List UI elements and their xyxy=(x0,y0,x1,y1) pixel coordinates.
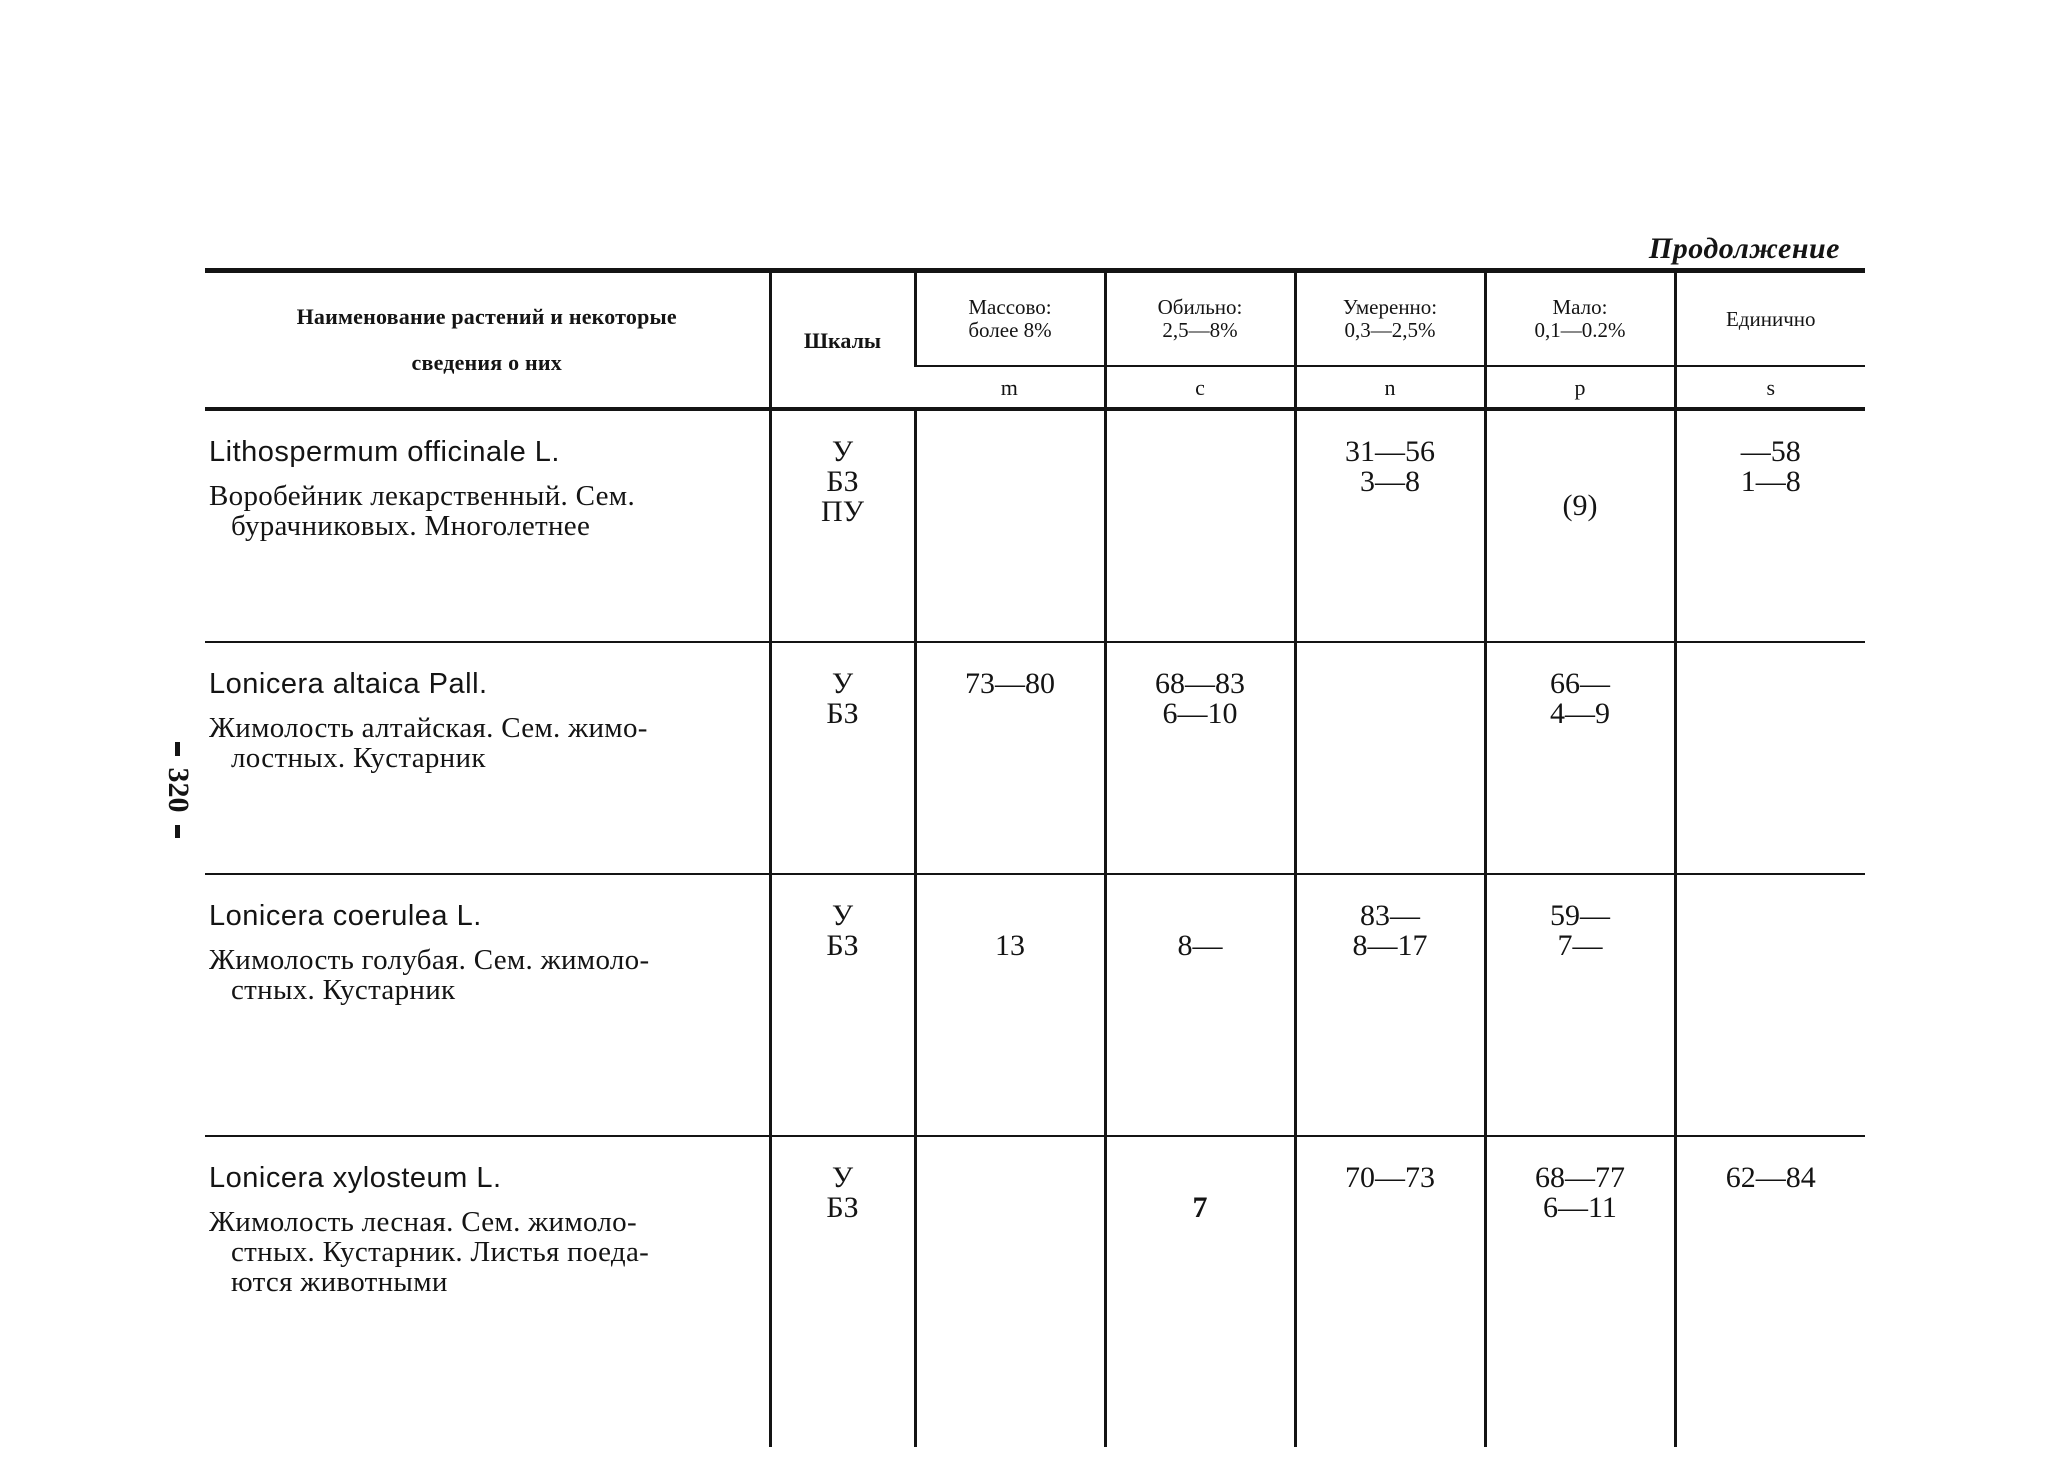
table-row xyxy=(205,874,1865,1136)
page-number-text: 320 xyxy=(162,767,195,813)
plant-description: Жимолость алтайская. Сем. жимо- лостных. Кустарник xyxy=(209,712,648,774)
code-p: p xyxy=(1485,366,1675,409)
latin-name: Lithospermum officinale L. xyxy=(209,436,560,468)
scales-cell: У БЗ xyxy=(770,642,915,874)
few-column-header: Мало: 0,1—0.2% xyxy=(1485,271,1675,367)
code-s: s xyxy=(1675,366,1865,409)
value-s xyxy=(1675,642,1865,874)
value-c: 7 xyxy=(1105,1136,1295,1447)
value-c: 68—83 6—10 xyxy=(1105,642,1295,874)
latin-name: Lonicera xylosteum L. xyxy=(209,1162,502,1194)
value-p: 59— 7— xyxy=(1485,874,1675,1136)
value-c xyxy=(1105,409,1295,642)
abundant-column-header: Обильно: 2,5—8% xyxy=(1105,271,1295,367)
value-c: 8— xyxy=(1105,874,1295,1136)
value-m: 13 xyxy=(915,874,1105,1136)
continuation-label: Продолжение xyxy=(1648,232,1840,265)
value-n: 31—56 3—8 xyxy=(1295,409,1485,642)
name-column-header: Наименование растений и некоторые сведения о них xyxy=(296,304,677,375)
scales-cell: У БЗ xyxy=(770,1136,915,1447)
moderate-column-header: Умеренно: 0,3—2,5% xyxy=(1295,271,1485,367)
value-p: 66— 4—9 xyxy=(1485,642,1675,874)
value-s: 62—84 xyxy=(1675,1136,1865,1447)
scales-column-header: Шкалы xyxy=(770,271,915,410)
value-s xyxy=(1675,874,1865,1136)
value-p: 68—77 6—11 xyxy=(1485,1136,1675,1447)
header-row xyxy=(205,271,1865,367)
code-n: n xyxy=(1295,366,1485,409)
value-p: (9) xyxy=(1485,409,1675,642)
massive-column-header: Массово: более 8% xyxy=(915,271,1105,367)
value-m xyxy=(915,1136,1105,1447)
latin-name: Lonicera altaica Pall. xyxy=(209,668,488,700)
value-m: 73—80 xyxy=(915,642,1105,874)
page-number-dash xyxy=(176,742,181,756)
page-number-dash xyxy=(176,825,181,839)
scales-cell: У БЗ xyxy=(770,874,915,1136)
table-row xyxy=(205,642,1865,874)
plant-name-cell xyxy=(205,1136,770,1447)
code-c: c xyxy=(1105,366,1295,409)
code-m: m xyxy=(915,366,1105,409)
plant-description: Жимолость лесная. Сем. жимоло- стных. Кустарник. Листья поеда- ются животными xyxy=(209,1206,650,1298)
scales-cell: У БЗ ПУ xyxy=(770,409,915,642)
plant-abundance-table xyxy=(205,268,1865,1447)
single-column-header: Единично xyxy=(1675,271,1865,367)
table-row xyxy=(205,409,1865,642)
plant-name-cell xyxy=(205,874,770,1136)
plant-description: Жимолость голубая. Сем. жимоло- стных. Кустарник xyxy=(209,944,650,1006)
table-row xyxy=(205,1136,1865,1447)
value-m xyxy=(915,409,1105,642)
latin-name: Lonicera coerulea L. xyxy=(209,900,482,932)
value-n: 83— 8—17 xyxy=(1295,874,1485,1136)
value-n: 70—73 xyxy=(1295,1136,1485,1447)
plant-name-cell xyxy=(205,642,770,874)
plant-name-cell xyxy=(205,409,770,642)
plant-description: Воробейник лекарственный. Сем. бурачниковых. Многолетнее xyxy=(209,480,636,542)
value-n xyxy=(1295,642,1485,874)
value-s: —58 1—8 xyxy=(1675,409,1865,642)
page-number xyxy=(158,730,198,850)
